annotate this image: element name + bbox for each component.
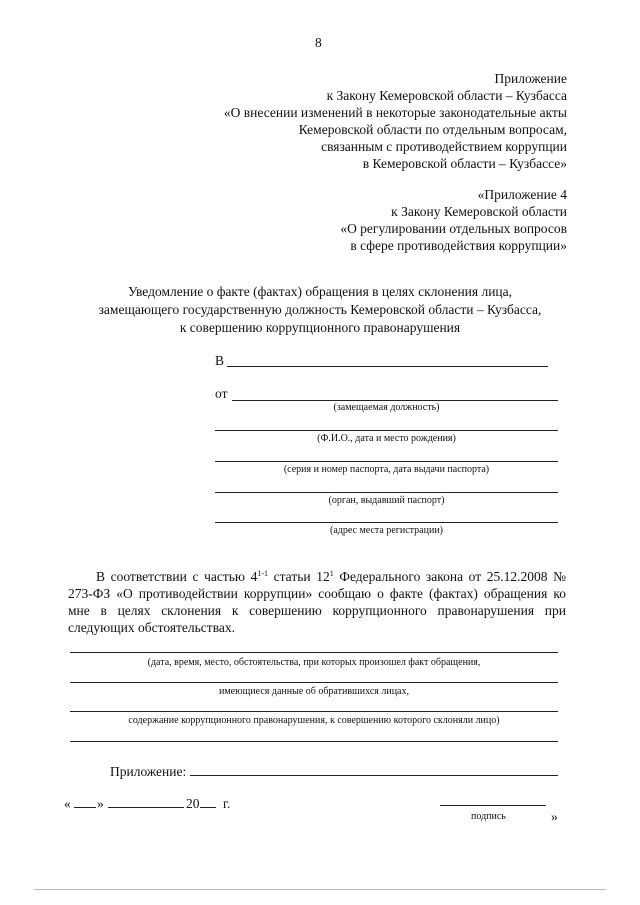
date-close-quote: »: [97, 796, 104, 811]
header-line: связанным с противодействием коррупции: [321, 139, 567, 154]
appendix-block: [340, 186, 567, 254]
body-part-3: Федерального закона от 25.12.2008 № 273-ФЗ «О противодействии коррупции» сообщаю о факте (фактах) обращения ко мне в целях склонения к совершению коррупционного правонарушения при следующих обстоятельствах.: [68, 569, 566, 635]
signature-caption: подпись: [471, 811, 506, 822]
field-caption: (замещаемая должность): [333, 402, 440, 413]
body-intro: В соответствии с частью 4: [96, 569, 258, 584]
signature-field-line: [440, 805, 546, 806]
header-line: Приложение: [494, 71, 567, 86]
passport-field-line: [215, 461, 558, 462]
month-field-line: [108, 807, 184, 808]
day-field-line: [74, 807, 96, 808]
field-caption: (орган, выдавший паспорт): [328, 495, 445, 506]
page-number: 8: [315, 35, 322, 50]
title-line: Уведомление о факте (фактах) обращения в целях склонения лица,: [127, 284, 513, 299]
address-field-line: [215, 522, 558, 523]
appendix-line: «О регулировании отдельных вопросов: [340, 221, 567, 236]
scan-edge-line: [34, 889, 606, 890]
year-prefix: 20: [186, 796, 200, 811]
details-line: [70, 682, 558, 683]
position-field-line: [232, 400, 558, 401]
body-sup-2: 1: [329, 569, 334, 578]
body-part-2: статьи 12: [268, 569, 330, 584]
details-caption: имеющиеся данные об обратившихся лицах,: [219, 686, 409, 697]
title-line: замещающего государственную должность Кемеровской области – Кузбасса,: [98, 302, 542, 317]
header-line: «О внесении изменений в некоторые законодательные акты: [223, 105, 567, 120]
body-paragraph: [68, 568, 566, 636]
details-line: [70, 652, 558, 653]
title-line: к совершению коррупционного правонарушения: [179, 320, 461, 335]
attachment-field-line: [190, 775, 558, 776]
header-line: в Кемеровской области – Кузбассе»: [362, 156, 567, 171]
header-block: [224, 70, 567, 172]
year-suffix: г.: [223, 796, 231, 811]
details-caption: содержание коррупционного правонарушения, к совершению которого склоняли лицо): [128, 715, 500, 726]
header-line: Кемеровской области по отдельным вопросам,: [298, 122, 567, 137]
details-line: [70, 741, 558, 742]
field-caption: (Ф.И.О., дата и место рождения): [317, 433, 456, 444]
body-sup-1: 1-1: [257, 569, 269, 578]
field-caption: (серия и номер паспорта, дата выдачи паспорта): [283, 464, 490, 475]
appendix-line: в сфере противодействия коррупции»: [350, 238, 567, 253]
header-line: к Закону Кемеровской области – Кузбасса: [326, 88, 567, 103]
name-field-line: [215, 430, 558, 431]
to-field-line: [227, 366, 548, 367]
closing-quote: »: [551, 809, 558, 824]
date-open-quote: «: [64, 796, 71, 811]
appendix-line: «Приложение 4: [477, 187, 567, 202]
attachment-label: Приложение:: [110, 764, 187, 779]
year-field-line: [200, 807, 216, 808]
from-label: от: [215, 386, 228, 401]
document-title: [60, 283, 580, 337]
appendix-line: к Закону Кемеровской области: [391, 204, 567, 219]
details-caption: (дата, время, место, обстоятельства, при которых произошел факт обращения,: [147, 657, 481, 668]
details-line: [70, 711, 558, 712]
issuer-field-line: [215, 492, 558, 493]
field-caption: (адрес места регистрации): [329, 525, 443, 536]
to-label: В: [215, 353, 225, 368]
